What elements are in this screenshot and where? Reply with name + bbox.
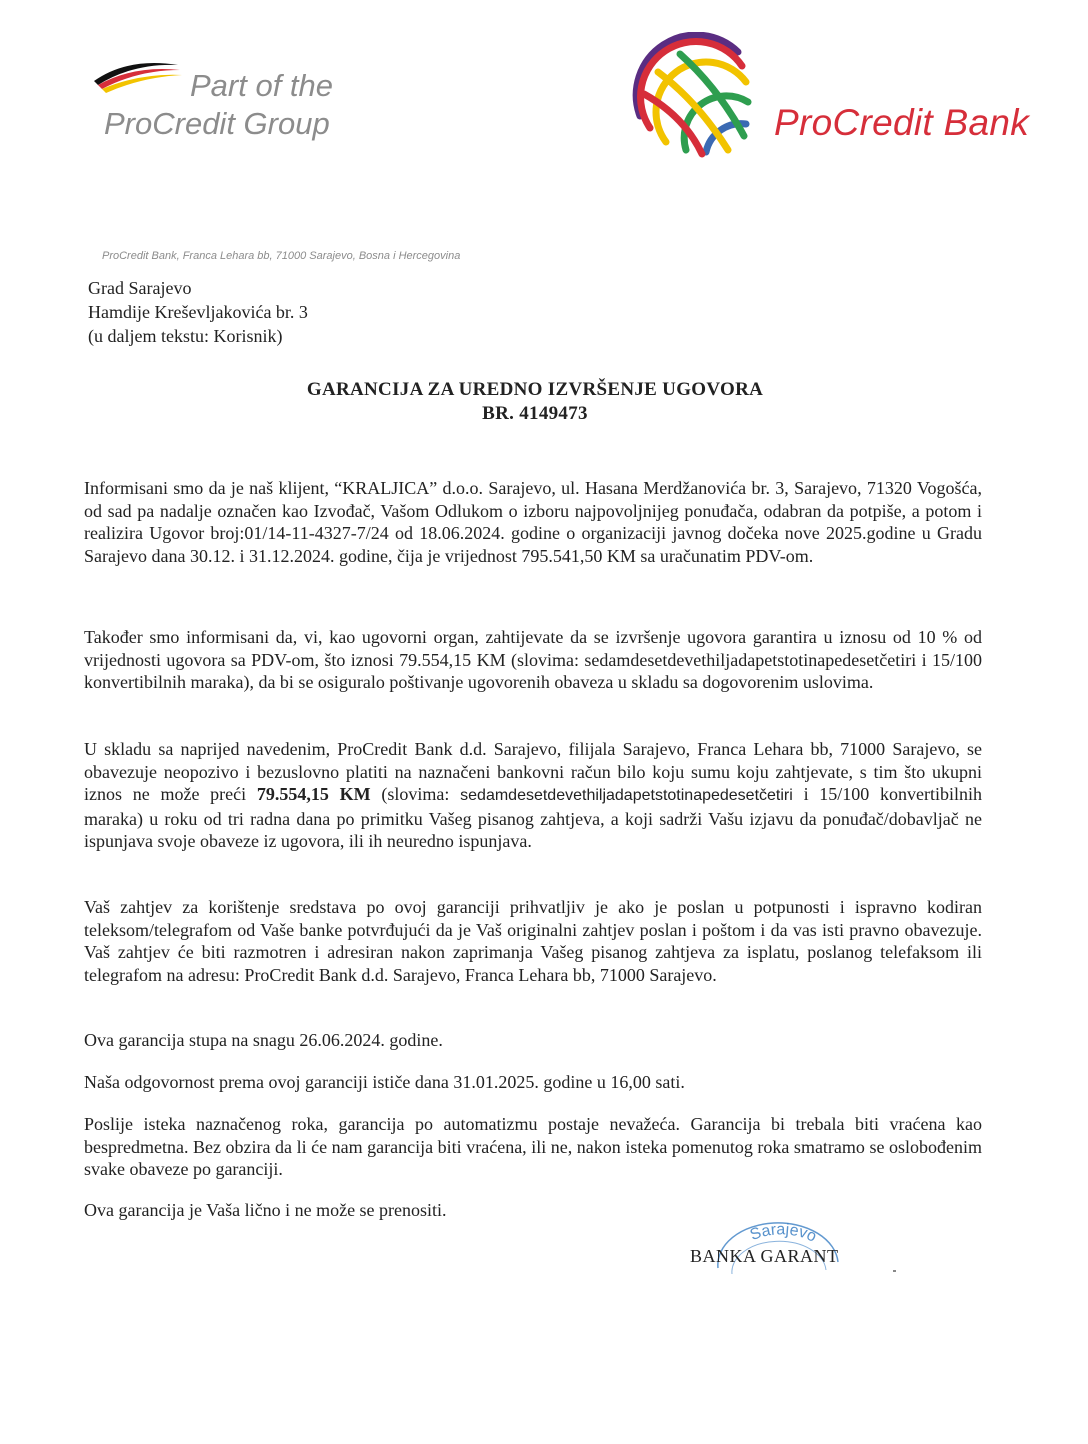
- paragraph-3-part1: U skladu sa naprijed navedenim, ProCredit Bank d.d. Sarajevo, filijala Sarajevo, Franca Lehara bb, 71000 Sarajevo, se obavezuje neopozivo i bezuslovno platiti na naznačeni bankovni račun bilo koju sumu koju zahtjevate, s tim što ukupni iznos ne može preći: [84, 739, 982, 804]
- title-line2: BR. 4149473: [482, 403, 588, 424]
- paragraph-7: Poslije isteka naznačenog roka, garancija po automatizmu postaje nevažeća. Garancija bi trebala biti vraćena kao bespredmetna. Bez obzira da li će nam garancija biti vraćena, ili ne, nakon isteka pomenutog roka smatramo se oslobođenim svake obaveze po garanciji.: [84, 1114, 982, 1179]
- group-logo-line1: Part of the: [190, 68, 334, 103]
- sender-address: ProCredit Bank, Franca Lehara bb, 71000 Sarajevo, Bosna i Hercegovina: [102, 250, 461, 262]
- paragraph-3-part2: (slovima:: [381, 784, 450, 804]
- title-line1: GARANCIJA ZA UREDNO IZVRŠENJE UGOVORA: [306, 379, 764, 400]
- paragraph-5: Ova garancija stupa na snagu 26.06.2024. godine.: [84, 1030, 443, 1050]
- signature-label: BANKA GARANT: [690, 1246, 839, 1266]
- ink-dot: [893, 1270, 896, 1272]
- bank-name: ProCredit Bank: [774, 102, 1030, 143]
- recipient-block: [88, 276, 308, 348]
- paragraph-8: Ova garancija je Vaša lično i ne može se prenositi.: [84, 1200, 447, 1220]
- paragraph-3: [84, 738, 982, 853]
- group-logo-line2: ProCredit Group: [104, 106, 330, 141]
- procredit-group-logo: [88, 55, 358, 150]
- recipient-address: Hamdije Kreševljakovića br. 3: [88, 302, 308, 322]
- stamp-text: Sarajevo: [747, 1221, 820, 1246]
- recipient-name: Grad Sarajevo: [88, 278, 192, 298]
- paragraph-6: Naša odgovornost prema ovoj garanciji ističe dana 31.01.2025. godine u 16,00 sati.: [84, 1072, 685, 1092]
- paragraph-2: Također smo informisani da, vi, kao ugovorni organ, zahtijevate da se izvršenje ugovora garantira u iznosu od 10 % od vrijednosti ugovora sa PDV-om, što iznosi 79.554,15 KM (slovima: sedamdesetdevethiljadapetstotinapedesetčetiri i 15/100 konvertibilnih maraka), da bi se osiguralo poštivanje ugovorenih obaveza u skladu sa dogovorenim uslovima.: [84, 627, 982, 692]
- paragraph-3-part3: i 15/100 konvertibilnih maraka) u roku od tri radna dana po primitku Vašeg pisanog zahtjeva, a koji sadrži Vašu izjavu da ponuđač/dobavljač ne ispunjava svoje obaveze iz ugovora, ili ih neuredno ispunjava.: [84, 784, 983, 851]
- globe-icon: [628, 32, 768, 162]
- paragraph-1: Informisani smo da je naš klijent, “KRALJICA” d.o.o. Sarajevo, ul. Hasana Merdžanovića br. 3, Sarajevo, 71320 Vogošća, od sad pa nadalje označen kao Izvođač, Vašom Odlukom o izboru najpovoljnijeg ponuđača, odabran da potpiše, a potom i realizira Ugovor broj:01/14-11-4327-7/24 od 18.06.2024. godine o organizaciji javnog dočeka nove 2025.godine u Gradu Sarajevo dana 30.12. i 31.12.2024. godine, čija je vrijednost 795.541,50 KM sa uračunatim PDV-om.: [84, 478, 982, 566]
- guarantee-amount: 79.554,15 KM: [256, 784, 371, 804]
- document-title: [230, 378, 840, 426]
- procredit-bank-logo: [628, 32, 1048, 162]
- amount-in-words: sedamdesetdevethiljadapetstotinapedesetčetiri: [460, 787, 793, 804]
- paragraph-4: Vaš zahtjev za korištenje sredstava po ovoj garanciji prihvatljiv je ako je poslan u potpunosti i ispravno kodiran teleksom/telegrafom od Vaše banke potvrđujući da je Vaš originalni zahtjev poslan i poštom i da vas isti pravno obavezuje. Vaš zahtjev će biti razmotren i adresiran nakon zaprimanja Vašeg pisanog zahtjeva za isplatu, poslanog telefaksom ili telegrafom na adresu: ProCredit Bank d.d. Sarajevo, Franca Lehara bb, 71000 Sarajevo.: [84, 897, 982, 985]
- recipient-note: (u daljem tekstu: Korisnik): [88, 326, 283, 346]
